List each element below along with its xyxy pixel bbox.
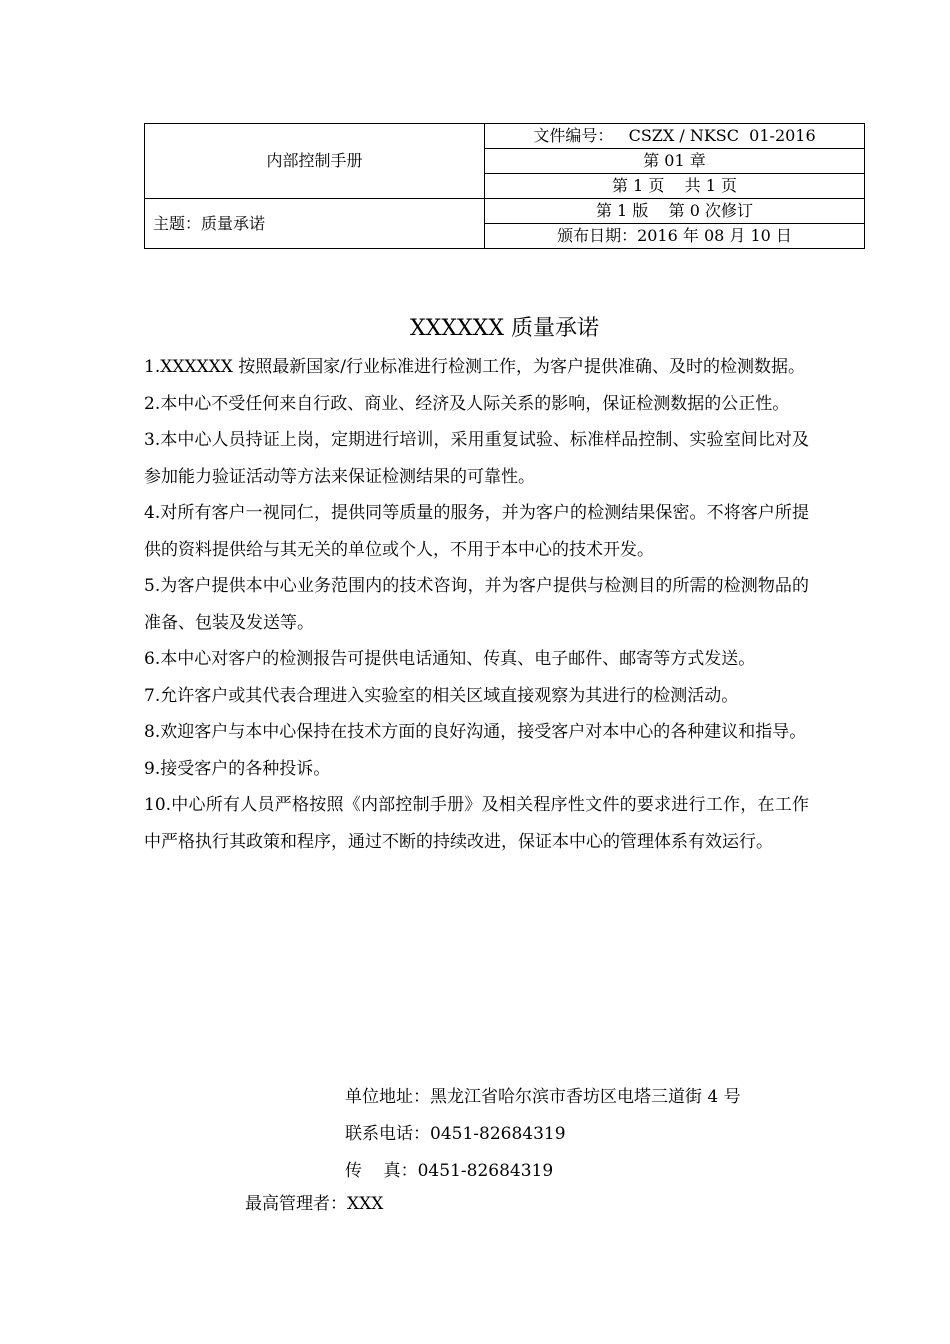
commitment-item: 7.允许客户或其代表合理进入实验室的相关区域直接观察为其进行的检测活动。 — [144, 685, 739, 706]
version-cell — [485, 199, 865, 224]
manual-name-cell — [145, 124, 485, 199]
document-title: XXXXXX 质量承诺 — [410, 316, 599, 341]
contact-block — [345, 1079, 865, 1190]
page-cell — [485, 174, 865, 199]
commitment-item: 2.本中心不受任何来自行政、商业、经济及人际关系的影响，保证检测数据的公正性。 — [144, 393, 790, 414]
chapter: 第 01 章 — [643, 151, 706, 170]
manual-name: 内部控制手册 — [266, 151, 363, 170]
address: 单位地址：黑龙江省哈尔滨市香坊区电塔三道街 4 号 — [345, 1087, 741, 1107]
commitment-item: 4.对所有客户一视同仁，提供同等质量的服务，并为客户的检测结果保密。不将客户所提供的资料提供给与其无关的单位或个人，不用于本中心的技术开发。 — [144, 503, 809, 560]
commitment-item: 9.接受客户的各种投诉。 — [144, 758, 331, 779]
chapter-cell — [485, 149, 865, 174]
issue-date-cell — [485, 224, 865, 249]
fax: 传 真：0451-82684319 — [345, 1161, 554, 1181]
doc-number-cell — [485, 124, 865, 149]
page-count: 第 1 页 共 1 页 — [611, 176, 738, 195]
commitment-item: 6.本中心对客户的检测报告可提供电话通知、传真、电子邮件、邮寄等方式发送。 — [144, 649, 756, 669]
subject-cell — [145, 199, 485, 249]
doc-number: 文件编号： CSZX / NKSC 01-2016 — [533, 126, 816, 145]
commitment-item: 5.为客户提供本中心业务范围内的技术咨询，并为客户提供与检测目的所需的检测物品的准备、包装及发送等。 — [144, 576, 809, 633]
commitment-item: 3.本中心人员持证上岗，定期进行培训，采用重复试验、标准样品控制、实验室间比对及参加能力验证活动等方法来保证检测结果的可靠性。 — [144, 430, 809, 487]
commitment-item: 10.中心所有人员严格按照《内部控制手册》及相关程序性文件的要求进行工作，在工作中严格执行其政策和程序，通过不断的持续改进，保证本中心的管理体系有效运行。 — [144, 795, 809, 852]
commitment-item: 8.欢迎客户与本中心保持在技术方面的良好沟通，接受客户对本中心的各种建议和指导。 — [144, 722, 807, 742]
commitment-list — [144, 349, 809, 860]
phone: 联系电话：0451-82684319 — [345, 1124, 566, 1144]
top-manager: 最高管理者：XXX — [245, 1194, 384, 1214]
issue-date: 颁布日期：2016 年 08 月 10 日 — [557, 226, 792, 245]
document-header-table — [144, 123, 865, 249]
version: 第 1 版 第 0 次修订 — [595, 201, 754, 220]
subject: 主题：质量承诺 — [153, 213, 266, 233]
commitment-item: 1.XXXXXX 按照最新国家/行业标准进行检测工作，为客户提供准确、及时的检测数据。 — [144, 357, 805, 377]
